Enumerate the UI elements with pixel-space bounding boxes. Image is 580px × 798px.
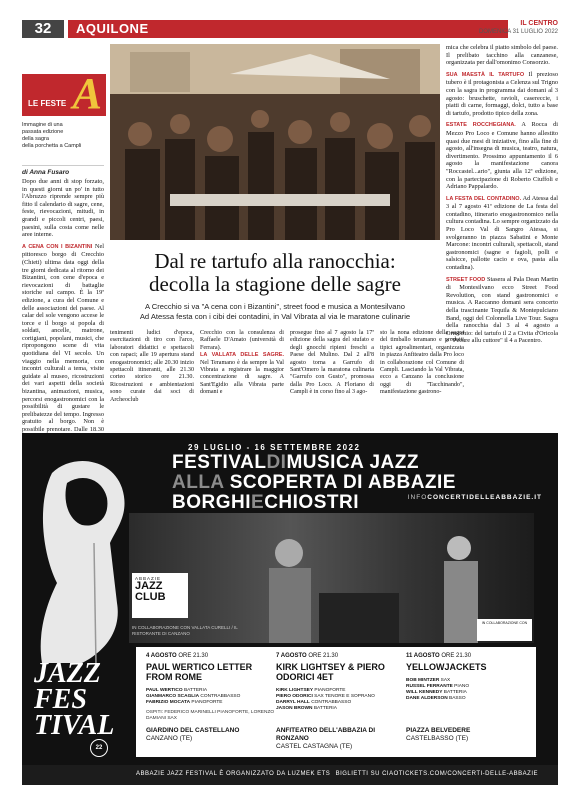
caption-line: Immagine di una	[22, 122, 63, 128]
page-number: 32	[22, 20, 64, 38]
byline: di Anna Fusaro	[22, 165, 104, 176]
paragraph-body: Ad Atessa dal 3 al 7 agosto 41ª edizione de La festa del contadino, itinerario enogastronomico nella cultura contadina. Lo sempre organizzato da Pro Loco Val di Sangro Atessa, si svolgeranno in piazza Sabatini e Monte Marcone: incontri culturali, spettacoli, stand gastronomici (sagne e fagioli, polli e salsicce, pallotte cacio e ova, pasta alla contadina).	[446, 194, 558, 272]
venue-name: ANFITEATRO DELL'ABBAZIA DI RONZANO	[276, 727, 376, 742]
time-label: ORE 21.30	[439, 653, 472, 659]
page-header	[0, 0, 580, 36]
rubric-initial: A	[72, 69, 102, 118]
title-part: ALLA	[172, 472, 230, 493]
paragraph-body: Nel pittoresco borgo di Crecchio (Chieti) ultima data oggi della tre giorni dedicata al ritorno dei Bizantini, con cene d'epoca e rievocazioni di battaglie storiche sul campo. È la 19ª edizione, a cura del Comune e delle associazioni del paese. Al calar del sole vengono accese le torce e il borgo si popola di soldati, ancelle, matrone, cortigiani, popolani, musici, che ripropongono scene di vita quotidiana del VI secolo. Un viaggio nella memoria, con incontri culturali a tema, visite guidate al museo, ricostruzioni dei vari aspetti della società bizantina, animazioni, musica, percorsi enogastronomici con la possibilità di gustare le prelibatezze del tempo. Ingresso gratuito al borgo. Non è possibile prenotare. Dalle 18.30	[22, 242, 105, 433]
concert-date	[406, 653, 536, 659]
paragraph-body: Stasera al Pala Dean Martin di Montesilvano ecco Street Food Revolution, con stand gastronomici e musica. A Raccanno domani sera concerto della trascinante Tequila & Montepulciano Band, oggi del Colonnella Live Tour. Sagra della ranocchia dal 3 al 4 agosto a Ortucchio: del tartufo il 2 a Civita d'Oricola e "Pecure allu cuttore" il 4 a Pacentro.	[446, 275, 558, 345]
title-part: FESTIVAL	[172, 452, 267, 473]
time-label: ORE 21.30	[306, 653, 339, 659]
rubric-box	[22, 69, 106, 118]
member-row	[146, 700, 276, 706]
festival-logo	[34, 658, 126, 795]
paragraph-body: Crecchio con la consulenza di Raffaele D'Amato (università di Ferrara).	[200, 330, 284, 351]
member-row	[406, 696, 536, 702]
paragraph	[446, 121, 558, 190]
concert-name: KIRK LIGHTSEY & PIERO ODORICI 4ET	[276, 662, 385, 682]
paragraph-lead: SUA MAESTÀ IL TARTUFO	[446, 71, 525, 78]
body-column	[110, 330, 194, 404]
date-label: 7 AGOSTO	[276, 653, 307, 659]
info-url: CONCERTIDELLEABBAZIE.IT	[427, 494, 542, 501]
time-label: ORE 21.30	[176, 653, 209, 659]
concert-card	[406, 653, 536, 742]
paper-info	[479, 20, 558, 36]
concert-card	[276, 653, 406, 750]
member-role: CONTRABBASSO	[311, 700, 352, 705]
ad-info-site	[408, 494, 542, 501]
paragraph-body: prosegue fino al 7 agosto la 17ª edizione della sagra del stufato e degli gnocchi ripieni freschi a Paese del Mulino. Dal 2 all'8 agosto torna a Garrufo di Sant'Omero la maratona culinaria "Garrufo con Gusto", promossa dalla Pro Loco. A Floriano di Campli è in corso fino al 3 ago-	[290, 330, 374, 396]
paragraph-body: tenimenti ludici d'epoca, esercitazioni di tiro con l'arco, laboratori didattici e spettacoli con rapaci; alle 19 apertura stand enogastronomici; alle 20.30 inizio spettacoli itineranti, alle 21.30 corteo storico ore 21.30. Ricostruzioni e ambientazioni sono curate dai soci di Archeoclub	[110, 330, 194, 403]
member-role: PIANOFORTE	[191, 700, 223, 705]
paragraph	[446, 195, 558, 272]
caption-line: della sagra	[22, 136, 49, 142]
paragraph	[446, 44, 558, 67]
paragraph-body: A Rocca di Mezzo Pro Loco e Comune hanno allestito quasi due mesi di iniziative, fino alla fine di agosto, all'insegna di musica, teatro, natura, divertimento. Prossimo appuntamento il 6 agosto la manifestazione canora "Roccastel...ario", giunta alla 12ª edizione, con la partecipazione di Roberto Ciuffoli e Adriano Pappalardo.	[446, 121, 558, 191]
left-column-text	[22, 178, 104, 445]
concert-name: PAUL WERTICO LETTER FROM ROME	[146, 662, 253, 682]
rubric-label: LE FESTE	[28, 99, 67, 108]
title-part: MUSICA JAZZ	[286, 452, 419, 473]
member-name: GIANMARCO SCAGLIA	[146, 694, 200, 699]
club-big-label: JAZZ	[135, 580, 163, 592]
ad-title	[172, 453, 456, 513]
paragraph-lead: ESTATE ROCCHEGIANA.	[446, 122, 516, 129]
partners-logo: IN COLLABORAZIONE CON	[477, 619, 532, 641]
concert-venue	[146, 727, 239, 743]
member-name: PIERO ODORICI	[276, 694, 313, 699]
festival-crowd-photo	[110, 44, 440, 240]
paragraph	[446, 71, 558, 118]
venue-town: CASTEL CASTAGNA (TE)	[276, 743, 353, 750]
concert-venue	[276, 727, 406, 751]
member-name: RUSSEL FERRANTE	[406, 684, 453, 689]
subheadline-line: A Crecchio si va "A cena con i Bizantini", street food e musica a Montesilvano	[145, 302, 405, 311]
concert-members	[276, 688, 406, 712]
title-part: SCOPERTA DI ABBAZIE	[229, 472, 456, 493]
venue-name: PIAZZA BELVEDERE	[406, 727, 471, 734]
caption-line: passata edizione	[22, 129, 64, 135]
member-role: BATTERIA	[443, 690, 467, 695]
concert-members	[146, 688, 276, 706]
concert-date	[146, 653, 276, 659]
organizer-note: ABBAZIE JAZZ FESTIVAL È ORGANIZZATO DA LUZMEK ETS	[136, 771, 331, 777]
musicians-illustration	[129, 513, 534, 643]
member-name: PAUL WERTICO	[146, 688, 183, 693]
paragraph-lead: LA VALLATA DELLE SAGRE.	[200, 352, 284, 359]
right-column-text	[446, 44, 558, 349]
concert-members	[406, 678, 536, 702]
photo-caption	[22, 122, 102, 150]
intro-paragraph: Dopo due anni di stop forzato, in questi giorni un po' in tutto l'Abruzzo riprende sempre più fitto il calendario di sagre, cene, feste, rievocazioni, mitudi, in grandi e piccoli centri, paesi, paesini, sulla costa come nelle aree interne.	[22, 178, 104, 239]
venue-name: GIARDINO DEL CASTELLANO	[146, 727, 240, 734]
member-role: SAX TENORE E SOPRANO	[314, 694, 375, 699]
paragraph-body: mica che celebra il piatto simbolo del paese. Il prelibato tacchino alla canzanese, organizzata per dall'omonimo Consorzio.	[446, 44, 558, 67]
venue-town: CASTELBASSO (TE)	[406, 735, 469, 742]
concert-listing	[136, 647, 536, 757]
paragraph-body: Nel Teramano è da sempre la Val Vibrata a registrare la maggior concentrazione di sagre. A Sant'Egidio alla Vibrata parte domani e	[200, 359, 284, 396]
member-name: DANE ALDERSON	[406, 696, 448, 701]
festival-logo-word: JAZZ FES TIVAL	[34, 658, 115, 741]
headline-line: Dal re tartufo alla ranocchia:	[154, 249, 396, 273]
member-name: BOB MINTZER	[406, 678, 440, 683]
article-headline	[110, 250, 440, 296]
body-column	[380, 330, 464, 397]
member-role: PIANOFORTE	[314, 688, 346, 693]
article-subheadline	[110, 302, 440, 322]
member-name: FABRIZIO MOCATA	[146, 700, 191, 705]
headline-line: decolla la stagione delle sagre	[149, 272, 401, 296]
venue-town: CANZANO (TE)	[146, 735, 193, 742]
tickets-link[interactable]: BIGLIETTI SU CIAOTICKETS.COM/CONCERTI-DELLE-ABBAZIE	[335, 771, 538, 777]
club-big-label: CLUB	[135, 591, 166, 603]
title-part: E	[251, 492, 265, 513]
member-name: WILL KENNEDY	[406, 690, 443, 695]
title-part: CHIOSTRI	[264, 492, 359, 513]
ad-title-line	[172, 473, 456, 493]
paragraph	[22, 243, 104, 441]
member-role: PIANO	[454, 684, 470, 689]
concert-card	[146, 653, 276, 742]
date-label: 11 AGOSTO	[406, 653, 440, 659]
title-part: DI	[266, 452, 287, 473]
subheadline-line: Ad Atessa festa con i cibi dei contadini, in Val Vibrata al via le maratone culinarie	[139, 312, 411, 321]
member-role: BASSO	[449, 696, 466, 701]
jazz-festival-ad	[22, 433, 558, 795]
title-part: BORGHI	[172, 492, 251, 513]
info-prefix: INFO	[407, 494, 428, 501]
member-role: BATTERIA	[183, 688, 208, 693]
concert-name: YELLOWJACKETS	[406, 662, 487, 672]
concert-guests: OSPITI: FEDERICO MARINELLI PIANOFORTE, LORENZO DAMIANI SAX	[146, 710, 275, 721]
paragraph-lead: A CENA CON I BIZANTINI	[22, 243, 93, 250]
ad-dates: 29 LUGLIO - 16 SETTEMBRE 2022	[188, 443, 361, 452]
member-row	[276, 706, 406, 712]
member-name: KIRK LIGHTSEY	[276, 688, 314, 693]
paper-date: DOMENICA 31 LUGLIO 2022	[478, 29, 558, 35]
festival-logo-sub2: FESTIVAL	[34, 789, 82, 795]
concert-date	[276, 653, 406, 659]
club-small-label: ABBAZIE	[135, 576, 162, 581]
article-body	[110, 330, 558, 430]
member-role: BATTERIA	[313, 706, 337, 711]
member-name: JASON BROWN	[276, 706, 313, 711]
paragraph-lead: STREET FOOD	[446, 276, 486, 283]
member-role: CONTRABBASSO	[200, 694, 241, 699]
photo-illustration	[110, 44, 440, 240]
ad-footer	[22, 765, 558, 785]
paragraph-body: Il prezioso tubero è il protagonista a Celenza sul Trigno con la sagra in programma dai domani al 3 agosto: bruschette, ravioli, casereccie, i piatti di carne, formaggi, dolci, tutto a base di tartufo, prodotto tipico della zona.	[446, 70, 559, 117]
jazz-club-badge	[132, 573, 188, 618]
paragraph-body: sto la nona edizione della sagra del timballo teramano e prodotti tipici agroalimentari, organizzata in piazza Anfiteatro dalla Pro loco in collaborazione col Comune di Campli. Lasciando la Val Vibrata, ecco a Canzano la conclusione oggi di "Tacchinando", manifestazione gastrono-	[380, 330, 464, 396]
festival-year: 22	[90, 739, 108, 757]
date-label: 4 AGOSTO	[146, 653, 177, 659]
caption-line: della porchetta a Campli	[22, 143, 82, 149]
body-column	[200, 330, 284, 397]
member-name: DARRYL HALL	[276, 700, 310, 705]
musicians-photo	[129, 513, 534, 643]
section-title: AQUILONE	[76, 21, 149, 36]
member-role: SAX	[440, 678, 451, 683]
collaboration-note: IN COLLABORAZIONE CON VALLATA CURELLI / IL RISTORANTE DI CANZANO	[132, 625, 238, 636]
paper-name: IL CENTRO	[520, 20, 558, 27]
ad-title-line	[172, 453, 456, 473]
concert-venue	[406, 727, 470, 743]
body-column	[290, 330, 374, 397]
paragraph-lead: LA FESTA DEL CONTADINO.	[446, 195, 522, 202]
section-bar	[68, 20, 508, 38]
